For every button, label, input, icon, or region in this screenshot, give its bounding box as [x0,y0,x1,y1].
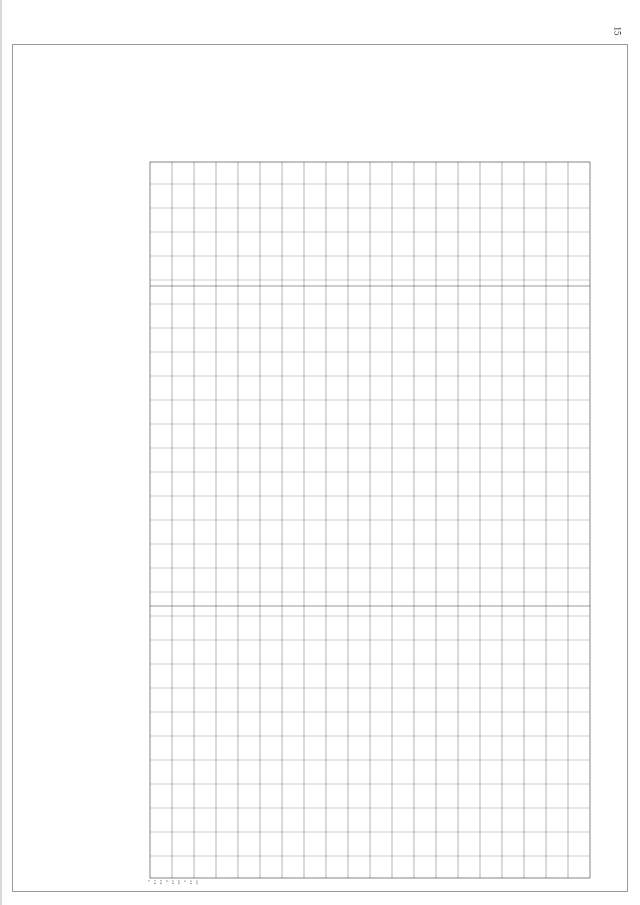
row-label-2: 2 [165,880,169,882]
data-table-grid [12,44,628,892]
row-label-3: 3 [183,880,187,882]
row-number-1-2: 1.2 [159,880,163,885]
page-number: 15 [612,26,623,36]
scan-edge [0,0,2,905]
row-label-1: 1 [147,880,151,882]
row-number-2-1: 2.1 [171,880,175,885]
row-number-3-1: 3.1 [189,880,193,885]
rotated-form-sheet [12,44,628,892]
row-number-1-1: 1.1 [153,880,157,885]
row-number-2-2: 2.2 [177,880,181,885]
row-number-3-2: 3.2 [195,880,199,885]
